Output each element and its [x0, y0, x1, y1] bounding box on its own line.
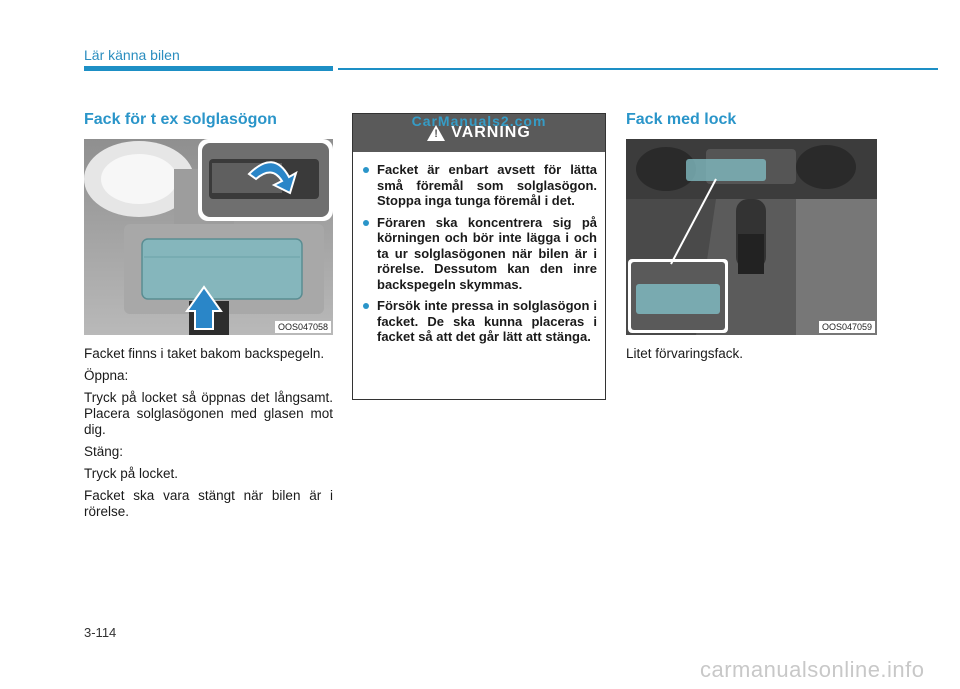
footer-watermark: carmanualsonline.info — [700, 657, 925, 682]
paragraph: Facket ska vara stängt när bilen är i rörelse. — [84, 488, 333, 519]
photo-code: OOS047058 — [275, 321, 331, 333]
warning-item: Försök inte pressa in solglasögon i facket. De ska kunna placeras i facket så att det går lätt att stänga. — [363, 298, 597, 345]
section-header: Lär känna bilen — [84, 47, 180, 63]
paragraph: Tryck på locket så öppnas det långsamt. Placera solglasögonen med glasen mot dig. — [84, 390, 333, 437]
bullet-icon — [363, 167, 369, 173]
lidded-compartment-caption: Litet förvaringsfack. — [626, 346, 744, 361]
lidded-compartment-photo — [626, 139, 877, 335]
warning-list — [353, 152, 605, 345]
warning-icon: ! — [427, 125, 445, 141]
paragraph: Facket finns i taket bakom backspegeln. — [84, 346, 325, 361]
warning-item: Facket är enbart avsett för lätta små föremål som solglasögon. Stoppa inga tunga föremål i det. — [363, 162, 597, 209]
sunglass-holder-photo — [84, 139, 333, 335]
warning-item: Föraren ska koncentrera sig på körningen och bör inte lägga i och ta ur solglasögonen när bilen är i rörelse. Dessutom kan den inre backspegeln skymmas. — [363, 215, 597, 293]
warning-box — [352, 113, 606, 400]
bullet-icon — [363, 220, 369, 226]
paragraph: Öppna: — [84, 368, 129, 383]
warning-header — [353, 114, 605, 152]
lidded-compartment-title: Fack med lock — [626, 111, 737, 128]
sunglass-holder-text — [84, 346, 333, 526]
header-rule-thin — [338, 68, 938, 70]
bullet-icon — [363, 303, 369, 309]
page-number: 3-114 — [84, 625, 117, 640]
photo-code: OOS047059 — [819, 321, 875, 333]
warning-heading: VARNING — [451, 124, 531, 141]
header-rule-thick — [84, 66, 333, 71]
paragraph: Tryck på locket. — [84, 466, 179, 481]
sunglass-holder-title: Fack för t ex solglasögon — [84, 111, 277, 128]
paragraph: Stäng: — [84, 444, 124, 459]
watermark: CarManuals2.com — [411, 113, 547, 129]
